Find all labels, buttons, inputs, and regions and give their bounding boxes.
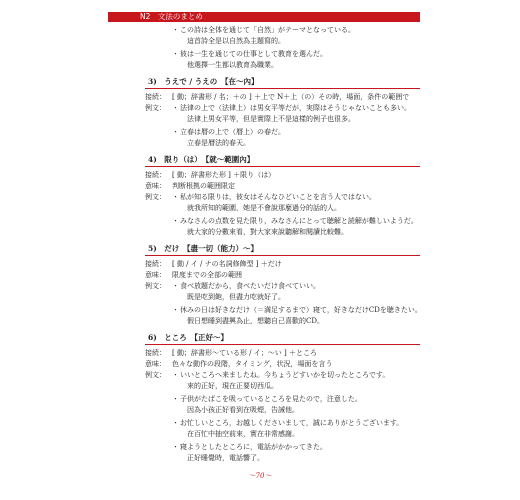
bullet: ・ [172,128,179,136]
meaning-text: 判断根拠の範囲限定 [172,182,235,190]
section-title: 5) だけ 【盡一切（能力）～】 [145,243,420,256]
meaning-text: 色々な動作の段階，タイミング，状況，場面を言う [172,360,333,368]
example-translation: 就大家的分數來看，對大家來說聽解和閱讀比較難。 [187,228,348,236]
example [145,103,445,125]
bullet: ・ [172,395,179,403]
example [145,49,445,71]
example-ja: 私が知る限りは，彼女はそんなひどいことを言う人ではない。 [180,193,376,201]
examples-label: 例文： [145,104,166,112]
example [145,281,445,303]
meaning-text: 限度までの全部の範囲 [172,271,242,279]
meaning-label: 意味： [145,360,166,368]
example-ja-line [145,370,445,381]
bullet: ・ [172,306,179,314]
example-ja-line [145,192,445,203]
chapter-header-bar [108,12,420,22]
example-translation: 來的正好，現在正要切西瓜。 [187,382,278,390]
grammar-section-5 [145,243,445,327]
connection-label: 接続： [145,260,166,268]
section-body [145,92,445,149]
connection-label: 接続： [145,93,166,101]
example [145,370,445,392]
example-ja: この詩は全体を通じて「自然」がテーマとなっている。 [180,26,355,34]
example-translation: 他選擇一生都以教育為職業。 [187,61,278,69]
examples-label: 例文： [145,193,166,201]
example-ja: みなさんの点数を見た限り，みなさんにとって聴解と読解が難しいようだ。 [180,217,418,225]
connection-text: [ 動；辞書形～ている形 / イ；～い ] ＋ところ [172,349,317,357]
examples-label: 例文： [145,371,166,379]
connection-row [145,259,445,270]
connection-row [145,170,445,181]
example [145,25,445,47]
example-ja: 立春は暦の上で（暦上）の春だ。 [180,128,285,136]
grammar-section-6 [145,332,445,464]
example-ja-line [145,418,445,429]
section-body [145,170,445,238]
example [145,305,445,327]
example-ja-line [145,442,445,453]
example [145,394,445,416]
example-translation: 既是吃到飽，但盡力吃就好了。 [187,293,285,301]
example [145,127,445,149]
example-ja-line [145,49,445,60]
example-translation: 這首詩全是以自然為主題寫的。 [187,37,285,45]
connection-label: 接続： [145,349,166,357]
bullet: ・ [172,282,179,290]
bullet: ・ [172,26,179,34]
example-ja-line [145,281,445,292]
section-title: 6) ところ 【正好～】 [145,332,420,345]
example-translation: 就我所知的範圍，她是不會說那麼過分的話的人。 [187,204,341,212]
example-ja-line [145,25,445,36]
page-number: ～70～ [248,472,272,480]
continued-examples [145,25,445,71]
chapter-title: N2 文法のまとめ [140,12,203,21]
example-ja: 食べ放題だから，食べたいだけ食べていい。 [180,282,320,290]
example-translation: 立春是曆法的春天。 [187,139,250,147]
meaning-row [145,181,445,192]
example-translation: 假日想睡到盡興為止，想聽自己喜歡的CD。 [187,317,324,325]
example [145,192,445,214]
example [145,216,445,238]
connection-row [145,92,445,103]
example-ja: 彼は一生を通じての仕事として教育を選んだ。 [180,50,327,58]
meaning-row [145,359,445,370]
meaning-row [145,270,445,281]
meaning-label: 意味： [145,182,166,190]
example-translation: 正好睡覺時，電話響了。 [187,454,264,462]
example-translation: 法律上男女平等，但是實際上不是這樣的例子也很多。 [187,115,355,123]
bullet: ・ [172,193,179,201]
connection-label: 接続： [145,171,166,179]
example-ja: 休みの日は好きなだけ（＝満足するまで）寝て，好きなだけCDを聴きたい。 [180,306,422,314]
bullet: ・ [172,104,179,112]
example-ja: いいところへ来ましたね。今ちょうどすいかを切ったところです。 [180,371,390,379]
page-content [145,25,445,464]
examples-label: 例文： [145,282,166,290]
example-ja-line [145,127,445,138]
bullet: ・ [172,419,179,427]
example-ja-line [145,394,445,405]
example-translation: 因為小孩正好看到在吸煙，告誡他。 [187,406,299,414]
connection-text: [ 動；辞書形た形 ] ＋限り（は） [172,171,276,179]
example-ja: お忙しいところ，お越しくださいまして，誠にありがとうございます。 [180,419,404,427]
section-body [145,348,445,464]
example-ja-line [145,216,445,227]
grammar-section-4 [145,154,445,238]
example-ja-line [145,103,445,114]
grammar-section-3 [145,76,445,149]
example-ja: 寝ようとしたところに，電話がかかってきた。 [180,443,327,451]
bullet: ・ [172,371,179,379]
example [145,442,445,464]
connection-text: [ 動；辞書形 / 名；＋の ] ＋上で N＋上（の）その時，場面，条件の範囲で [172,93,410,101]
section-body [145,259,445,327]
bullet: ・ [172,50,179,58]
section-title: 3) うえで / うえの 【在～內】 [145,76,420,89]
connection-row [145,348,445,359]
example [145,418,445,440]
example-ja: 法律の上で（法律上）は男女平等だが，実際はそうじゃないことも多い。 [180,104,411,112]
example-ja: 子供がたばこを吸っているところを見たので，注意した。 [180,395,362,403]
connection-text: [ 動 / イ / ナの名詞修飾型 ] ＋だけ [172,260,282,268]
meaning-label: 意味： [145,271,166,279]
bullet: ・ [172,443,179,451]
bullet: ・ [172,217,179,225]
section-title: 4) 限り（は） 【就～範圍內】 [145,154,420,167]
example-ja-line [145,305,445,316]
example-translation: 在百忙中抽空前來，實在非常感謝。 [187,430,299,438]
